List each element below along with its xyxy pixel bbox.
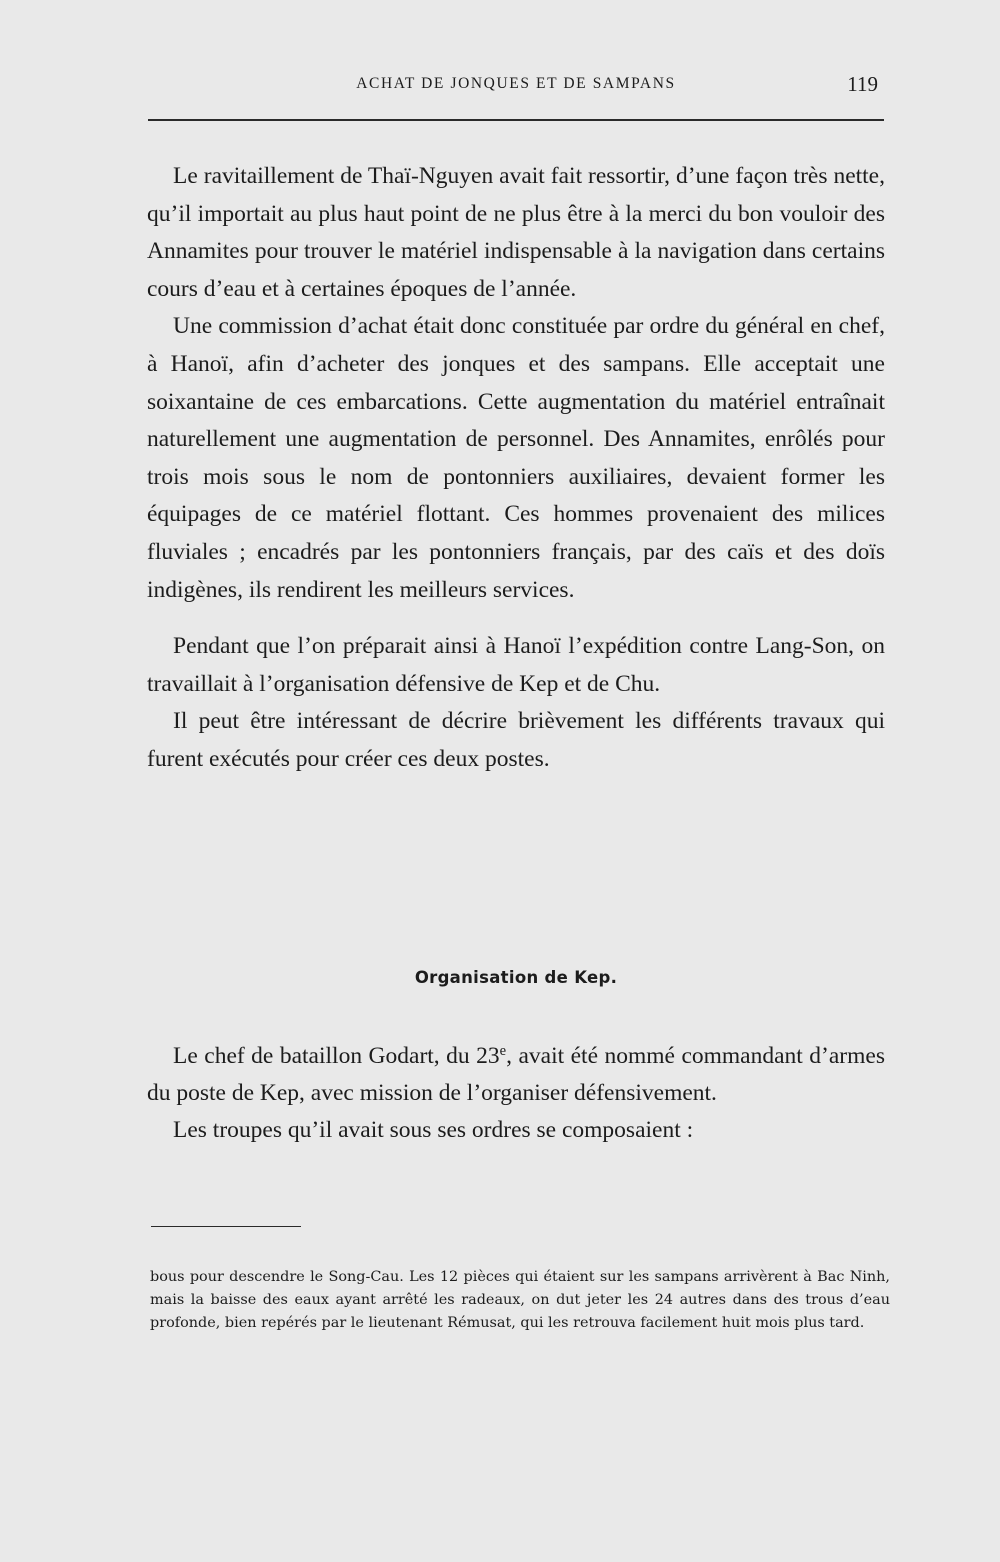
paragraph [147,1038,885,1112]
paragraph: Le ravitaillement de Thaï-Nguyen avait fait ressortir, d’une façon très nette, qu’il importait au plus haut point de ne plus être à la merci du bon vouloir des Annamites pour trouver le matériel indispensable à la navigation dans certains cours d’eau et à certaines époques de l’année. [147,163,885,302]
running-head [148,72,884,102]
paragraph: Une commission d’achat était donc constituée par ordre du général en chef, à Hanoï, afin d’acheter des jonques et des sampans. Elle acceptait une soixantaine de ces embarcations. Cette augmentation du matériel entraînait naturellement une augmentation de personnel. Des Annamites, enrôlés pour trois mois sous le nom de pontonniers auxiliaires, devaient former les équipages de ce matériel flottant. Ces hommes provenaient des milices fluviales ; encadrés par les pontonniers français, par des caïs et des doïs indigènes, ils rendirent les meilleurs services. [147,313,885,603]
paragraph: Pendant que l’on préparait ainsi à Hanoï l’expédition contre Lang-Son, on travaillait à l’organisation défensive de Kep et de Chu. [147,633,885,697]
paragraph: Il peut être intéressant de décrire brièvement les différents travaux qui furent exécutés pour créer ces deux postes. [147,708,885,772]
page-number: 119 [847,72,878,96]
section-heading: Organisation de Kep. [414,968,618,987]
footnote: bous pour descendre le Song-Cau. Les 12 pièces qui étaient sur les sampans arrivèrent à Bac Ninh, mais la baisse des eaux ayant arrêté les radeaux, on dut jeter les 24 autres dans des trous d’eau profonde, bien repérés par le lieutenant Rémusat, qui les retrouva facilement huit mois plus tard. [150,1269,890,1331]
running-title: ACHAT DE JONQUES ET DE SAMPANS [356,75,676,92]
footnote-rule [151,1226,301,1227]
superscript: e [499,1043,507,1059]
header-rule [148,119,884,121]
main-text [147,158,885,779]
section-text [147,1038,885,1149]
paragraph-text: Le chef de bataillon Godart, du 23 [173,1043,500,1069]
paragraph: Les troupes qu’il avait sous ses ordres se composaient : [173,1117,694,1143]
paragraph-text: , avait été nommé commandant d’armes du poste de Kep, avec mission de l’organiser défensivement. [147,1043,885,1106]
